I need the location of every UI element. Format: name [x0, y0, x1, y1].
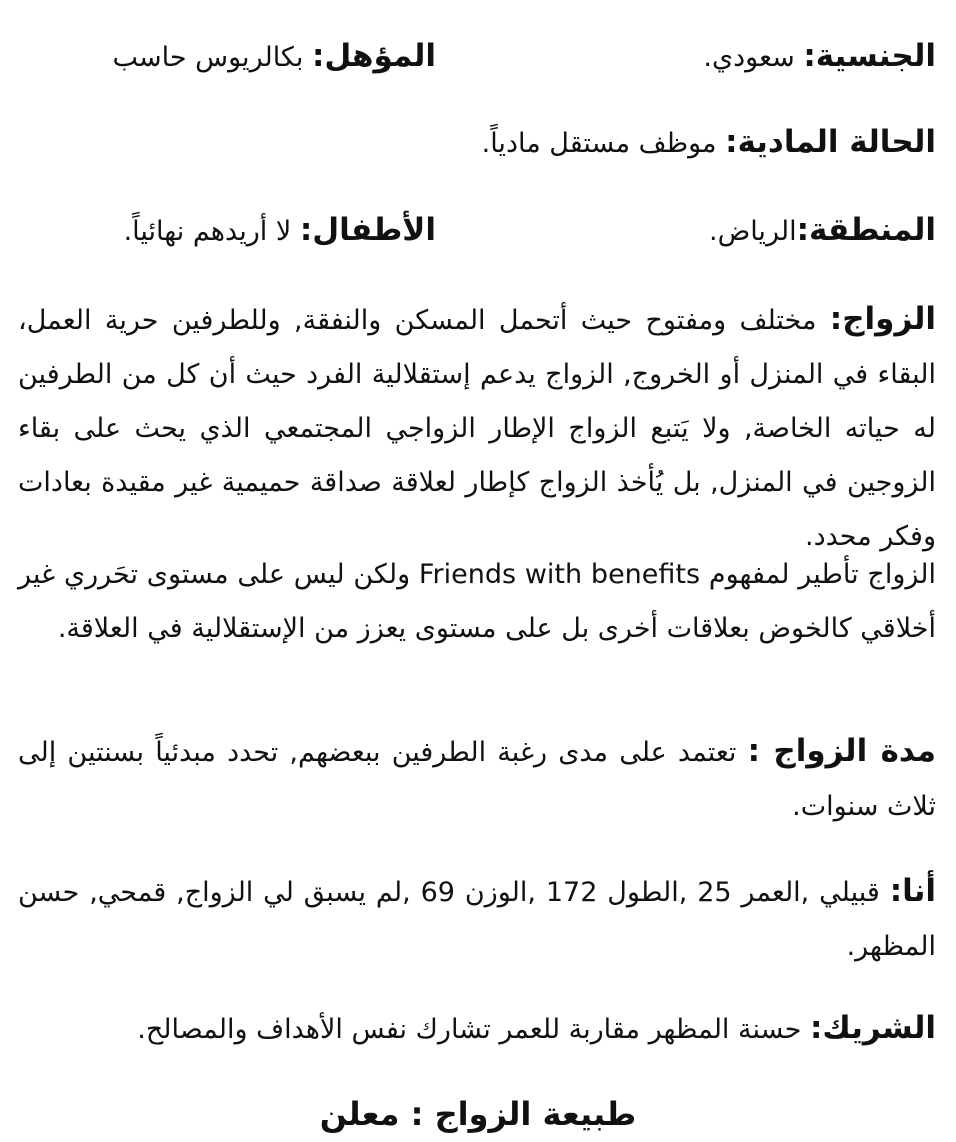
duration-value: تعتمد على مدى رغبة الطرفين ببعضهم, تحدد مبدئياً بسنتين إلى ثلاث سنوات. — [18, 737, 936, 822]
duration-paragraph — [18, 724, 936, 834]
partner-field: الشريك: حسنة المظهر مقاربة للعمر تشارك نفس الأهداف والمصالح. — [137, 1010, 936, 1046]
partner-value: حسنة المظهر مقاربة للعمر تشارك نفس الأهداف والمصالح. — [137, 1014, 810, 1045]
row-nationality-qualification — [18, 30, 936, 84]
marriage-text-2-after: ولكن ليس على مستوى تحَرري غير أخلاقي كالخوض بعلاقات أخرى بل على مستوى يعزز من الإستقلالية في العلاقة. — [18, 559, 936, 644]
financial-status-label: الحالة المادية — [737, 124, 936, 160]
partner-label: الشريك — [822, 1010, 936, 1046]
nationality-label: الجنسية — [815, 38, 936, 74]
duration-label: مدة الزواج : — [747, 733, 936, 769]
marriage-paragraph-2 — [18, 548, 936, 656]
me-paragraph — [18, 864, 936, 974]
me-value: قبيلي ,العمر 25 ,الطول 172 ,الوزن 69 ,لم يسبق لي الزواج, قمحي, حسن المظهر. — [18, 877, 936, 962]
financial-status-field: الحالة المادية: موظف مستقل مادياً. — [481, 124, 936, 160]
children-field: الأطفال: لا أريدهم نهائياً. — [123, 212, 436, 248]
qualification-value: بكالريوس حاسب — [112, 42, 312, 73]
nationality-field: الجنسية: سعودي. — [703, 38, 936, 74]
financial-status-value: موظف مستقل مادياً. — [481, 128, 726, 159]
marriage-type-heading: طبيعة الزواج : معلن — [319, 1095, 637, 1133]
region-label: المنطقة — [808, 212, 936, 248]
marriage-text-2-before: الزواج تأطير لمفهوم — [700, 559, 936, 590]
region-value: الرياض. — [708, 216, 797, 247]
row-region-children — [18, 204, 936, 258]
marriage-paragraph: الزواج: مختلف ومفتوح حيث أتحمل المسكن والنفقة, وللطرفين حرية العمل، البقاء في المنزل أو الخروج, الزواج يدعم إستقلالية الفرد حيث أن كل من الطرفين له حياته الخاصة, ولا يَتبع الزواج الإطار الزواجي المجتمعي الذي يحث على بقاء الزوجين في المنزل, بل يُأخذ الزواج كإطار لعلاقة صداقة حميمية غير مقيدة بعادات وفكر محدد. — [18, 301, 936, 552]
qualification-field: المؤهل: بكالريوس حاسب — [112, 38, 436, 74]
children-label: الأطفال — [312, 212, 436, 248]
qualification-label: المؤهل — [324, 38, 436, 74]
marriage-label: الزواج — [842, 301, 936, 337]
region-field: المنطقة:الرياض. — [708, 212, 936, 248]
marriage-text-2-english: Friends with benefits — [418, 559, 701, 590]
nationality-value: سعودي. — [703, 42, 804, 73]
me-label: أنا: — [889, 873, 936, 909]
children-value: لا أريدهم نهائياً. — [123, 216, 300, 247]
marriage-text: مختلف ومفتوح حيث أتحمل المسكن والنفقة, وللطرفين حرية العمل، البقاء في المنزل أو الخروج, الزواج يدعم إستقلالية الفرد حيث أن كل من الطرفين له حياته الخاصة, ولا يَتبع الزواج الإطار الزواجي المجتمعي الذي يحث على بقاء الزوجين في المنزل, بل يُأخذ الزواج كإطار لعلاقة صداقة حميمية غير مقيدة بعادات وفكر محدد. — [18, 305, 936, 552]
